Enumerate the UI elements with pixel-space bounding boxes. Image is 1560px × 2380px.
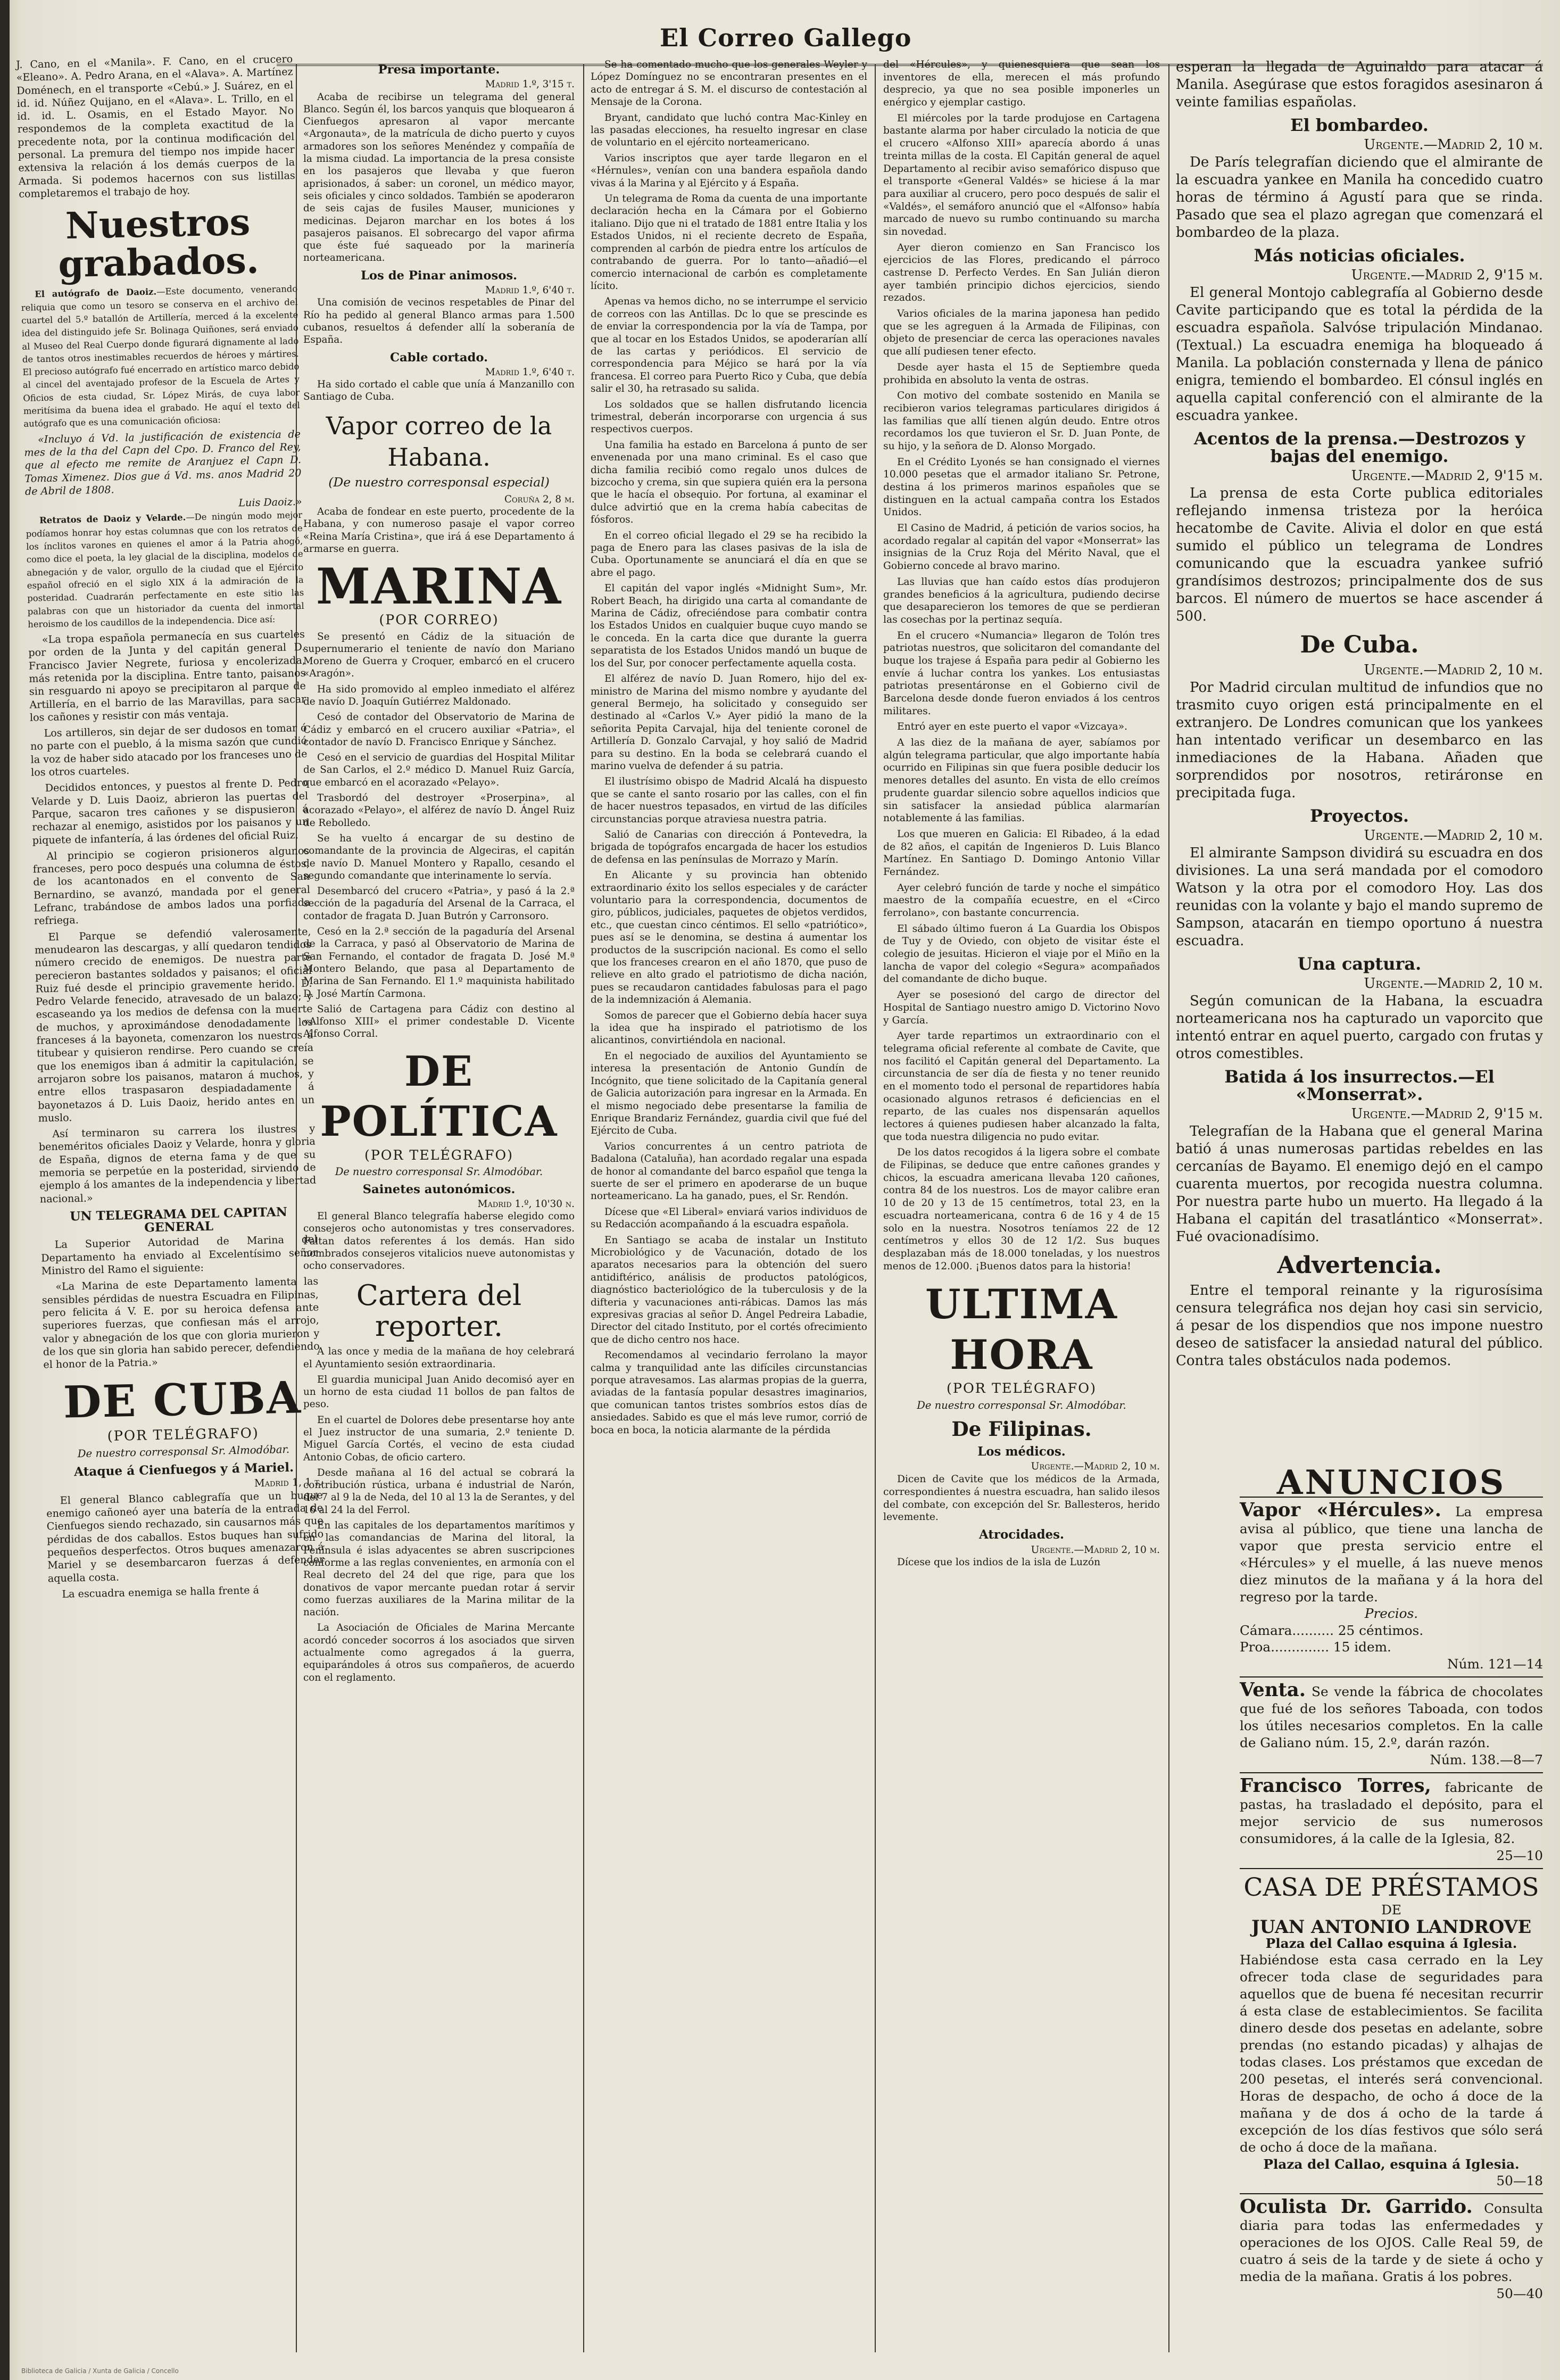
news-note: Los soldados que se hallen disfrutando licencia trimestral, deberán incorporarse con urgencia á sus respectivos cuerpos. [591, 399, 867, 435]
news-note: Se ha comentado mucho que los generales Weyler y López Domínguez no se encontraran presentes en el acto de entregar á S. M. el discurso de contestación al Mensaje de la Corona. [591, 59, 867, 108]
ad-number: Núm. 121—14 [1447, 1656, 1543, 1672]
article-text: Así terminaron su carrera los ilustres y beneméritos oficiales Daoiz y Velarde, honra y gloria de España, dignos de eterna fama y de que su memoria se perpetúe en la posteridad, sirviendo de ejemplo á los amantes de la independencia y libertad nacional.» [38, 1122, 317, 1205]
article-text: Decididos entonces, y puestos al frente D. Pedro Velarde y D. Luis Daoiz, abrieron las puertas del Parque, sacaron tres cañones y se dispusieron á rechazar al enemigo, asistidos por los paisanos y un piquete de infantería, á las órdenes del oficial Ruiz. [31, 776, 309, 847]
ad-title: Francisco Torres, [1240, 1775, 1431, 1797]
correspondent-line: De nuestro corresponsal Sr. Almodóbar. [335, 1166, 543, 1178]
officer-list: J. Cano, en el «Manila». F. Cano, en el crucero «Eleano». A. Pedro Arana, en el «Alava». A. Martínez Doménech, en el transporte «Cebú.» J. Suárez, en el id. id. Núñez Quijano, en el «Alava». L. Trillo, en el id. id. L. Osamis, en el Estado Mayor. No respondemos de la completa exactitud de la precedente nota, por la continua modificación del personal. La premura del tiempo nos impide hacer extensiva la relación á los demás cuerpos de la Armada. Si podemos hacernos con sus listillas completaremos el trabajo de hoy. [16, 53, 295, 200]
news-note: Con motivo del combate sostenido en Manila se recibieron varios telegramas particulares dirigidos á las familias que allí tienen algún deudo. Entre otros recordamos los que tuvieron el Sr. D. Juan Ponte, de su hijo, y la señora de D. Alonso Morgado. [883, 390, 1160, 452]
ad-title: Oculista Dr. Garrido. [1240, 2196, 1473, 2218]
news-note: En el crucero «Numancia» llegaron de Tolón tres patriotas nuestros, que solicitaron del comandante del buque los trajese á España para pedir al Gobierno les envíe á luchar contra los yankes. Los entusiastas patriotas presentáronse en el Gobierno civil de Barcelona desde donde fueron enviados á los centros militares. [883, 630, 1160, 717]
mail-label: (POR CORREO) [379, 612, 499, 628]
column-rule [1168, 64, 1169, 2352]
column-rule [583, 64, 584, 2352]
ad-price-row: Proa.............. 15 idem. [1240, 1639, 1391, 1655]
news-note: Bryant, candidato que luchó contra Mac-Kinley en las pasadas elecciones, ha resuelto ingresar en clase de voluntario en el ejército norteamericano. [591, 112, 867, 148]
marina-note: Salió de Cartagena para Cádiz con destino al «Alfonso XIII» el primer condestable D. Vicente Alfonso Corral. [303, 1003, 575, 1040]
ads-heading: ANUNCIOS [1276, 1462, 1506, 1502]
ad-number: 50—18 [1496, 2172, 1543, 2188]
article-text: El Parque se defendió valerosamente, menudearon las descargas, y allí quedaron tendidos número crecido de enemigos. De nuestra parte perecieron bastantes soldados y paisanos; el oficial Ruiz fué desde el principio gravemente herido. D. Pedro Velarde fenecido, atravesado de un balazo; y escaseando ya los medios de defensa con la muerte de muchos, y aproximándose denodadamente los franceses á la bayoneta, comenzaron los nuestros á titubear y quisieron rendirse. Pero cuando se creía que los enemigos iban á admitir la capitulación, se arrojaron sobre los paisanos, mataron á muchos, y entre ellos traspasaron despiadadamente á bayonetazos á D. Luis Daoiz, herido antes en un muslo. [34, 925, 315, 1125]
article-text: «La tropa española permanecía en sus cuarteles por orden de la Junta y del capitán general D. Francisco Javier Negrete, furiosa y encolerizada, más retenida por la disciplina. Entre tanto, paisanos sin resguardo ni apoyo se precipitaron al parque de Artillería, en el barrio de las Maravillas, para sacar los cañones y resistir con más ventaja. [28, 627, 306, 724]
article-text: El general Blanco cablegrafía que un buque enemigo cañoneó ayer una batería de la entrada de Cienfuegos siendo rechazado, sin causarnos más que pérdidas de dos caballos. Estos buques han sufrido pequeños desperfectos. Otros buques amenazaron á Mariel y se desembarcaron fuerzas á defender aquella costa. [46, 1489, 325, 1584]
subheading: Ataque á Cienfuegos y á Mariel. [73, 1460, 294, 1480]
article-text: La prensa de esta Corte publica editoriales reflejando inmensa tristeza por la heróica hecatombe de Cavite. Alivia el dolor en que está sumido el público un telegrama de Londres comunicando que la escuadra yankee sufrió grandísimos destrozos; principalmente dos de sus barcos. El número de muertos se hace ascender á 500. [1176, 485, 1543, 624]
ad-text: fabricante de pastas, ha trasladado el depósito, para el mejor servicio de sus numerosos consumidores, á la calle de la Iglesia, 82. [1240, 1780, 1543, 1846]
article-text: Acaba de fondear en este puerto, procedente de la Habana, y con numeroso pasaje el vapor correo «Reina María Cristina», que irá á ese Departamento á armarse en guerra. [303, 506, 575, 555]
reporter-note: En las capitales de los departamentos marítimos y en las comandancias de Marina del litoral, la Península é islas adyacentes se abren suscripciones conforme a las reglas convenientes, en armonía con el Real decreto del 24 del que rige, para que los donativos de vapor mercante puedan rotar á servir como fuerzas auxiliares de la Marina militar de la nación. [303, 1520, 575, 1618]
news-note: En el correo oficial llegado el 29 se ha recibido la paga de Enero para las clases pasivas de la isla de Cuba. Oportunamente se anunciará el día en que se abre el pago. [591, 530, 867, 579]
news-note: El sábado último fueron á La Guardia los Obispos de Tuy y de Oviedo, con objeto de visitar éste el colegio de jesuitas. Hicieron el viaje por el Miño en la lancha de vapor del colegio «Segura» acompañados del comandante de dicho buque. [883, 923, 1160, 985]
news-note: En Alicante y su provincia han obtenido extraordinario éxito los sellos especiales y de carácter voluntario para la correspondencia, documentos de giro, públicos, judiciales, paquetes de objetos verdidos, etc., que cuestan cinco céntimos. El sello «patriótico», pues así se le denomina, se destina á aumentar los productos de la suscripción nacional. Es como el sello que los franceses crearon en el año 1870, que puso de relieve en alto grado el patriotismo de dicha nación, pues se recaudaron cantidades fabulosas para el pago de la indemnización á Alemania. [591, 870, 867, 1006]
news-note: Salió de Canarias con dirección á Pontevedra, la brigada de topógrafos encargada de hacer los estudios de defensa en las penínsulas de Morrazo y Marín. [591, 829, 867, 865]
subheading: Los de Pinar animosos. [360, 268, 517, 283]
subheading: Cable cortado. [389, 350, 488, 365]
dateline: Urgente.—Madrid 2, 10 m. [1364, 137, 1543, 153]
news-note: El Casino de Madrid, á petición de varios socios, ha acordado regalar al capitán del vapor «Monserrat» las insignias de la Cruz Roja del Mérito Naval, que el Gobierno concede al bravo marino. [883, 523, 1160, 572]
dateline: Urgente.—Madrid 2, 10 m. [1364, 828, 1543, 844]
article-text: Los artilleros, sin dejar de ser dudosos en tomar ó no parte con el pueblo, á la misma sazón que cundió la voz de haber sido atacado por los franceses uno de los otros cuarteles. [30, 722, 308, 779]
dateline: Madrid 1.º, 6'40 t. [485, 366, 575, 378]
article-text: De París telegrafían diciendo que el almirante de la escuadra yankee en Manila ha concedido cuatro horas de término á Agustí para que se rinda. Pasado que sea el plazo agregan que comenzará el bombardeo de la plaza. [1176, 154, 1543, 241]
correspondent-line: De nuestro corresponsal Sr. Almodóbar. [77, 1443, 290, 1460]
news-note: En el Crédito Lyonés se han consignado el viernes 10.000 pesetas que el armador italiano Sr. Petrone, destina á los primeros marinos españoles que se distinguen en la actual campaña contra los Estados Unidos. [883, 456, 1160, 518]
news-note: El miércoles por la tarde produjose en Cartagena bastante alarma por haber circulado la noticia de que el crucero «Alfonso XIII» aparecía abordo á unas treinta millas de la costa. El Capitán general de aquel Departamento al recibir aviso semafórico dispuso que el transporte «General Valdés» se hiciese á la mar para auxiliar al crucero, pero poco después de salir el «Valdés», el semáforo anunció que el «Alfonso» había marcado de nuevo su rumbo continuando su marcha sin novedad. [883, 112, 1160, 237]
news-note: Entró ayer en este puerto el vapor «Vizcaya». [897, 721, 1127, 733]
marina-note: Se ha vuelto á encargar de su destino de comandante de la provincia de Algeciras, el capitán de navío D. Manuel Montero y Rapallo, cesando el segundo comandante que interinamente lo servía. [303, 832, 575, 881]
binding-edge [0, 0, 10, 2380]
section-heading-telegrama: UN TELEGRAMA DEL CAPITAN GENERAL [69, 1204, 288, 1235]
ad-hercules [1240, 1497, 1543, 1676]
news-note: Varios oficiales de la marina japonesa han pedido que se les agreguen á la Armada de Filipinas, con objeto de presenciar de cerca las operaciones navales que allí pudiesen tener efecto. [883, 308, 1160, 358]
article-text: El general Blanco telegrafía haberse elegido como consejeros ocho autonomistas y tres conservadores. Faltan datos referentes á los demás. Han sido nombrados consejeros vitalicios nueve autonomistas y ocho conservadores. [303, 1211, 575, 1272]
subheading: Batida á los insurrectos.—El «Monserrat». [1224, 1067, 1495, 1104]
dateline: Madrid 1, 1 t. [254, 1475, 323, 1490]
article-text: Por Madrid circulan multitud de infundios que no trasmito cuyo origen está principalmente en el extranjero. De Londres comunican que los yankees han intentado verificar un desembarco en las inmediaciones de la Habana. Añaden que sorprendidos por nosotros, retiráronse en precipitada fuga. [1176, 680, 1543, 801]
ad-text: La empresa avisa al público, que tiene una lancha de vapor que presta servicio entre el «Hércules» y el muelle, á las nueve menos diez minutos de la mañana y á la hora del regreso por la tarde. [1240, 1503, 1543, 1605]
reporter-note: En el cuartel de Dolores debe presentarse hoy ante el Juez instructor de una sumaria, 2.º teniente D. Miguel García Cortés, el vecino de esta ciudad Antonio Cobas, de oficio cartero. [303, 1414, 575, 1463]
ad-text: Consulta diaria para todas las enfermedades y operaciones de los OJOS. Calle Real 59, de cuatro á seis de la tarde y de siete á ocho y media de la mañana. Gratis á los pobres. [1240, 2201, 1543, 2284]
article-text: Acaba de recibirse un telegrama del general Blanco. Según él, los barcos yanquis que bloquearon á Cienfuegos apresaron al vapor mercante «Argonauta», de la matrícula de dicho puerto y cuyos armadores son los señores Menéndez y compañía de la misma ciudad. La importancia de la presa consiste en los pasajeros que llevaba y que fueron aprisionados, á saber: un coronel, un médico mayor, seis oficiales y cinco soldados. También se apoderaron de seis cajas de fusiles Mauser, municiones y medicinas. Dejaron marchar en los botes á los pasajeros paisanos. El sobrecargo del vapor afirma que éste fué saqueado por la marinería norteamericana. [303, 91, 575, 264]
correspondent-line: (De nuestro corresponsal especial) [328, 475, 550, 490]
dateline: Madrid 1.º, 10'30 n. [477, 1198, 575, 1210]
section-heading-marina: MARINA [316, 557, 562, 616]
masthead [277, 23, 1543, 59]
column-5 [1176, 59, 1543, 1373]
telegraph-label: (POR TELÉGRAFO) [107, 1425, 260, 1444]
article-text: Entre el temporal reinante y la rigurosísima censura telegráfica nos dejan hoy casi sin servicio, á pesar de los dispendios que nos impone nuestro deseo de satisfacer la ansiedad natural del público. Contra tales obstáculos nada podemos. [1176, 1283, 1543, 1369]
article-text: La escuadra enemiga se halla frente á [62, 1583, 260, 1600]
ad-text: Habiéndose esta casa cerrado en la Ley ofrecer toda clase de seguridades para aquellos que de buena fé necesitan recurrir á esta clase de establecimientos. Se facilita dinero desde dos pesetas en adelante, sobre prendas (no estando picadas) y alhajas de todas clases. Los préstamos que excedan de 200 pesetas, el interés será convencional. Horas de despacho, de ocho á doce de la mañana y de dos á ocho de la tarde á excepción de los días festivos que sólo será de ocho á doce de la mañana. [1240, 1952, 1543, 2155]
news-note: Las lluvias que han caído estos días produjeron grandes beneficios á la agricultura, pudiendo decirse que desaparecieron los temores de que se perdieran las cosechas por la pertinaz sequía. [883, 576, 1160, 625]
news-note: De los datos recogidos á la ligera sobre el combate de Filipinas, se deduce que entre cañones grandes y chicos, la escuadra americana llevaba 120 cañones, contra 84 de los nuestros. Los de mayor calibre eran 10 de 20 y 13 de 15 centímetros, total 23, en la escuadra norteamericana, contra 6 de 16 y 4 de 15 solo en la nuestra. Nosotros teníamos 22 de 12 centímetros y ellos 30 de 12 1/2. Sus buques desplazaban más de 18.000 toneladas, y los nuestros menos de 12.000. ¡Buenos datos para la historia! [883, 1147, 1160, 1272]
subheading: Una captura. [1297, 954, 1422, 974]
telegraph-label: (POR TELÉGRAFO) [946, 1380, 1097, 1396]
autograph-quote: «Incluyo á Vd. la justificación de existencia de mes de la tha del Capn del Cpo. D. Franco del Rey, que al efecto me remite de Aranjuez el Capn D. Tomas Ximenez. Dios gue á Vd. ms. anos Madrid 20 de Abril de 1808. [24, 427, 302, 498]
reporter-note: La Asociación de Oficiales de Marina Mercante acordó conceder socorros á los asociados que sirven actualmente como agregados á la guerra, equiparándoles á otros sus compañeros, de acuerdo con el reglamento. [303, 1622, 575, 1683]
subheading: Proyectos. [1310, 806, 1409, 826]
marina-note: Ha sido promovido al empleo inmediato el alférez de navío D. Joaquín Gutiérrez Maldonado. [303, 683, 575, 707]
dateline: Coruña 2, 8 m. [504, 493, 575, 505]
article-text: esperan la llegada de Aguinaldo para atacar á Manila. Asegúrase que estos foragidos asesinaron á veinte familias españolas. [1176, 59, 1543, 110]
dateline: Madrid 1.º, 3'15 t. [485, 79, 575, 90]
article-text: Ha sido cortado el cable que unía á Manzanillo con Santiago de Cuba. [303, 379, 575, 403]
subheading: Atrocidades. [979, 1527, 1064, 1542]
dateline: Urgente.—Madrid 2, 9'15 m. [1351, 1106, 1543, 1122]
news-note: Varios concurrentes á un centro patriota de Badalona (Cataluña), han acordado regalar una espada de honor al comandante del barco español que tenga la suerte de ser el primero en apoderarse de un buque norteamericano. La ha ganado, pues, el Sr. Rendón. [591, 1141, 867, 1202]
column-4 [883, 59, 1160, 1572]
ad-de: DE [1381, 1902, 1401, 1918]
subheading: Presa importante. [378, 63, 500, 77]
article-text: —De ningún modo mejor podíamos honrar hoy estas columnas que con los retratos de los ínclitos varones en quienes el amor á la Patria ahogó, como dice el poeta, la ley glacial de la disciplina, modelos de abnegación y de valor, orgullo de la ciudad que el Ejército español ofreció en el siglo XIX á la admiración de la posteridad. Cuadrarán perfectamente en este sitio las palabras con que un historiador da cuenta del inmortal heroismo de los caudillos de la independencia. Dice así: [26, 510, 304, 630]
ads-section [1240, 1462, 1543, 2306]
masthead-title: El Correo Gallego [660, 23, 912, 52]
ad-oculista [1240, 2193, 1543, 2306]
article-title: Retratos de Daoiz y Velarde. [39, 512, 186, 526]
marina-note: Desembarcó del crucero «Patria», y pasó á la 2.ª sección de la pagaduría del Arsenal de la Carraca, el contador de fragata D. Juan Butrón y Carronsoro. [303, 886, 575, 922]
signature-daoiz: Luis Daoiz.» [238, 495, 302, 509]
article-text: Al principio se cogieron prisioneros algunos franceses, pero poco después una columna de éstos, de los acantonados en el convento de San Bernardino, se avanzó, mandada por el general Lefranc, trabándose de ambos lados una porfiada refriega. [32, 844, 311, 927]
column-2 [303, 59, 575, 1687]
news-note: En el negociado de auxilios del Ayuntamiento se interesa la presentación de Antonio Gundín de Incógnito, que tiene solicitado de la Capitanía general de Galicia autorización para ingresar en la Armada. En el mismo negociado debe presentarse la familia de Enrique Brandariz Fernández, guardia civil que fué del Ejército de Cuba. [591, 1050, 867, 1137]
dateline: Urgente.—Madrid 2, 9'15 m. [1351, 468, 1543, 484]
ad-francisco-torres [1240, 1772, 1543, 1868]
news-note: Ayer celebró función de tarde y noche el simpático maestro de la compañía ecuestre, en el «Circo ferrolano», con bastante concurrencia. [883, 882, 1160, 919]
correspondent-line: De nuestro corresponsal Sr. Almodóbar. [917, 1399, 1126, 1411]
news-note: Apenas va hemos dicho, no se interrumpe el servicio de correos con las Antillas. Dc lo que se prescinde es de enviar la correspondencia por la vía de Tampa, por que al tocar en los Estados Unidos, se apoderarían allí de las cartas y periódicos. El servicio de correspondencia para Méjico se hará por la vía francesa. El correo para Puerto Rico y Cuba, que debía salir el 30, ha retrasado su salida. [591, 296, 867, 395]
ad-title: CASA DE PRÉSTAMOS [1243, 1873, 1539, 1903]
subheading: Sainetes autonómicos. [362, 1182, 516, 1196]
ad-title: Venta. [1240, 1679, 1306, 1701]
section-heading-politica: DE POLÍTICA [320, 1047, 558, 1146]
subheading: Los médicos. [977, 1444, 1066, 1459]
news-note: Varios inscriptos que ayer tarde llegaron en el «Hérnules», venían con una bandera española dando vivas á la Marina y al Ejército y á España. [591, 152, 867, 189]
section-heading-grabados: Nuestros grabados. [57, 201, 260, 286]
news-note: Dícese que «El Liberal» enviará varios individuos de su Redacción acompañando á la escuadra española. [591, 1206, 867, 1230]
subheading-de-cuba: De Cuba. [1300, 631, 1419, 658]
article-text: El general Montojo cablegrafía al Gobierno desde Cavite participando que es total la pérdida de la escuadra española. Salvóse tripulación Mindanao. (Textual.) La escuadra enemiga ha bloqueado á Manila. La población consternada y llena de pánico enigra, temiendo el bombardeo. El cónsul inglés en aquella capital conferenció con el almirante de la escuadra yankee. [1176, 285, 1543, 424]
news-note: Ayer dieron comienzo en San Francisco los ejercicios de las Flores, predicando el párroco castrense D. Perfecto Verdes. En San Julián dieron ayer también principio dichos ejercicios, siendo rezados. [883, 242, 1160, 304]
marina-note: Cesó en la 2.ª sección de la pagaduría del Arsenal de la Carraca, y pasó al Observatorio de Marina de San Fernando, el contador de fragata D. José M.ª Montero Belando, que pasa al Departamento de Marina de San Fernando. El 1.º maquinista habilitado D. José Martín Carmona. [303, 926, 575, 999]
marina-note: Cesó de contador del Observatorio de Marina de Cádiz y embarcó en el crucero auxiliar «Patria», el contador de navío D. Francisco Enrique y Sánchez. [303, 712, 575, 748]
article-text: Según comunican de la Habana, la escuadra norteamericana nos ha capturado un vaporcito que intentó entrar en aquel puerto, cargado con frutas y otros comestibles. [1176, 993, 1543, 1062]
article-text: Dícese que los indios de la isla de Luzón [897, 1557, 1101, 1568]
dateline: Urgente.—Madrid 2, 10 m. [1031, 1461, 1160, 1473]
news-note: Una familia ha estado en Barcelona á punto de ser envenenada por una mano criminal. Es el caso que dicha familia recibió como regalo unos dulces de bizcocho y crema, sin que supiera quién era la persona que le hacía el obsequio. Por fortuna, al examinar el dulce advirtió que en la crema había cabecitas de fósforos. [591, 439, 867, 526]
section-heading-vapor: Vapor correo de la Habana. [326, 411, 552, 472]
column-3 [591, 59, 867, 1440]
reporter-note: Desde mañana al 16 del actual se cobrará la contribución rústica, urbana é industrial de Narón, del 7 al 9 la de Neda, del 10 al 13 la de Serantes, y del 16 al 24 la del Ferrol. [303, 1467, 575, 1516]
news-note: A las diez de la mañana de ayer, sabíamos por algún telegrama particular, que algo importante había ocurrido en Filipinas sin que fuera posible deducir los menores detalles del asunto. En vista de ello creímos prudente guardar silencio sobre aquellos indicios que sin satisfacer la ansiedad pública alarmarían notablemente á las familias. [883, 737, 1160, 824]
news-note: Un telegrama de Roma da cuenta de una importante declaración hecha en la Cámara por el Gobierno italiano. Dijo que ni el tratado de 1881 entre Italia y los Estados Unidos, ni el reciente decreto de España, comprenden al carbón de piedra entre los artículos de contrabando de guerra. Por lo tanto—añadió—el comercio internacional de carbón es completamente lícito. [591, 193, 867, 292]
dateline: Urgente.—Madrid 2, 9'15 m. [1351, 267, 1543, 283]
dateline: Madrid 1.º, 6'40 t. [485, 285, 575, 296]
ad-casa-prestamos [1240, 1868, 1543, 2193]
article-title: El autógrafo de Daoiz. [35, 286, 157, 300]
news-note: Los que mueren en Galicia: El Ribadeo, á la edad de 82 años, el capitán de Ingenieros D. Luis Blanco Martínez. En Santiago D. Domingo Antonio Villar Fernández. [883, 828, 1160, 878]
dateline: Urgente.—Madrid 2, 10 m. [1364, 976, 1543, 991]
ad-number: 25—10 [1496, 1847, 1543, 1863]
marina-note: Se presentó en Cádiz de la situación de supernumerario el teniente de navío don Mariano Moreno de Guerra y Croquer, embarcó en el crucero «Aragón». [303, 631, 575, 680]
ad-owner: JUAN ANTONIO LANDROVE [1251, 1916, 1532, 1937]
ad-text: Se vende la fábrica de chocolates que fué de los señores Taboada, con todos los útiles necesarios completos. En la calle de Galiano núm. 15, 2.º, darán razón. [1240, 1684, 1543, 1750]
ad-footer: Plaza del Callao, esquina á Iglesia. [1263, 2156, 1520, 2172]
reporter-note: El guardia municipal Juan Anido decomisó ayer en un horno de esta ciudad 11 bollos de pan faltos de peso. [303, 1374, 575, 1410]
article-text: Una comisión de vecinos respetables de Pinar del Río ha pedido al general Blanco armas para 1.500 cubanos, resueltos á defender allí la soberanía de España. [303, 297, 575, 346]
column-1 [16, 53, 325, 1604]
news-note: El ilustrísimo obispo de Madrid Alcalá ha dispuesto que se cante el santo rosario por las calles, con el fin de hacer nuestros tepasados, en virtud de las difíciles circunstancias porque atraviesa nuestra patria. [591, 776, 867, 825]
article-text: La Superior Autoridad de Marina del Departamento ha enviado al Excelentísimo señor Ministro del Ramo el siguiente: [40, 1233, 318, 1277]
ad-number: Núm. 138.—8—7 [1430, 1751, 1543, 1767]
subheading-filipinas: De Filipinas. [951, 1417, 1092, 1441]
article-text: Dicen de Cavite que los médicos de la Armada, correspondientes á nuestra escuadra, han salido ilesos del combate, con excepción del Sr. Ballesteros, herido levemente. [883, 1474, 1160, 1523]
telegraph-label: (POR TELÉGRAFO) [364, 1147, 513, 1163]
news-note: Recomendamos al vecindario ferrolano la mayor calma y tranquilidad ante las difíciles circunstancias porque atravesamos. Las alarmas propias de la guerra, aviadas de la fantasía popular desastres imaginarios, que comunican tantos tristes sombríos estos días de ansiedades. Sabido es que el más leve rumor, corrió de boca en boca, la noticia alarmante de la pérdida [591, 1350, 867, 1436]
news-note: El capitán del vapor inglés «Midnight Sum», Mr. Robert Beach, ha dirigido una carta al comandante de Marina de Cádiz, ofreciéndose para combatir contra los Estados Unidos en cualquier buque cuyo mando se le conceda. En la carta dice que durante la guerra separatista de los Estados Unidos mandó un buque de los del Sur, por conocer perfectamente aquella costa. [591, 583, 867, 669]
section-heading-reporter: Cartera del reporter. [356, 1278, 522, 1343]
news-note: En Santiago se acaba de instalar un Instituto Microbiológico y de Vacunación, dotado de los aparatos necesarios para la obtención del suero antidiftérico, análisis de productos patológicos, diagnóstico bacteriológico de la tuberculosis y de la difteria y vacunaciones anti-rábicas. Damos las más expresivas gracias al señor D. Ángel Pedreira Labadie, Director del citado Instituto, por el cortés ofrecimiento que de dicho centro nos hace. [591, 1234, 867, 1345]
article-text: El almirante Sampson dividirá su escuadra en dos divisiones. La una será mandada por el comodoro Watson y la otra por el comodoro Hoy. Las dos reunidas con la volante y bajo el mando supremo de Sampson, atacarán en tiempo oportuno á nuestra escuadra. [1176, 845, 1543, 949]
news-note: Desde ayer hasta el 15 de Septiembre queda prohibida en absoluto la venta de ostras. [883, 361, 1160, 386]
archive-credit: Biblioteca de Galicia / Xunta de Galicia / Concello [21, 2367, 179, 2375]
news-note: del «Hércules», y quienesquiera que sean los inventores de ella, merecen el más profundo desprecio, ya que no sea posible imponerles un enérgico y ejemplar castigo. [883, 59, 1160, 109]
ad-title: Vapor «Hércules». [1240, 1499, 1441, 1521]
marina-note: Cesó en el servicio de guardias del Hospital Militar de San Carlos, el 2.º médico D. Manuel Ruiz García, que embarcó en el acorazado «Pelayo». [303, 752, 575, 788]
ad-prices-label: Precios. [1364, 1606, 1418, 1622]
news-note: Somos de parecer que el Gobierno debía hacer suya la idea que ha inspirado el patriotismo de los alicantinos, convirtiéndola en nacional. [591, 1010, 867, 1046]
column-rule [875, 64, 876, 2352]
news-note: Ayer tarde repartimos un extraordinario con el telegrama oficial referente al combate de Cavite, que nos facilitó el Capitán general del Departamento. La circunstancia de ser día de fiesta y no tener reunido en el momento todo el personal de repartidores había ocasionado algunos retrasos é deficiencias en el reparto, de las cuales nos dispensarán aquellos lectores á quienes pudiesen haber alcanzado la falta, que toda nuestra diligencia no pudo evitar. [883, 1030, 1160, 1143]
subheading: El bombardeo. [1290, 115, 1429, 135]
section-heading-ultima-hora: ULTIMA HORA [925, 1280, 1118, 1379]
ad-address: Plaza del Callao esquina á Iglesia. [1265, 1936, 1517, 1952]
subheading-advertencia: Advertencia. [1277, 1252, 1442, 1279]
article-text: «La Marina de este Departamento lamenta las sensibles pérdidas de nuestra Escuadra en Filipinas, pero felicita á V. E. por su heroica defensa ante superiores fuerzas, que confiesan más el arrojo, valor y abnegación de los que con gloria murieron y de los que sin gloria han sabido perecer, defendiendo el honor de la Patria.» [42, 1275, 320, 1371]
dateline: Urgente.—Madrid 2, 10 m. [1364, 662, 1543, 678]
subheading: Acentos de la prensa.—Destrozos y bajas del enemigo. [1193, 428, 1525, 466]
ad-venta [1240, 1676, 1543, 1772]
news-note: El alférez de navío D. Juan Romero, hijo del ex-ministro de Marina del mismo nombre y ayudante del general Bermejo, ha solicitado y conseguido ser destinado al «Carlos V.» Ayer pidió la mano de la señorita Pepita Carvajal, hija del teniente coronel de Artillería D. Gonzalo Carvajal, y hoy salió de Madrid para su destino. En la boda se celebrará cuando el marino vuelva de defender á su patria. [591, 673, 867, 772]
section-heading-de-cuba: DE CUBA [63, 1372, 302, 1429]
ad-price-row: Cámara.......... 25 céntimos. [1240, 1622, 1424, 1638]
reporter-note: A las once y media de la mañana de hoy celebrará el Ayuntamiento sesión extraordinaria. [303, 1346, 575, 1370]
article-text: —Este documento, venerando reliquia que como un tesoro se conserva en el archivo del cuartel del 5.º batallón de Artillería, merced á la excelente idea del distinguido jefe Sr. Bolinaga Quiñones, será enviado al Museo del Real Cuerpo donde figurará dignamente al lado de tantos otros inestimables recuerdos de héroes y mártires. El precioso autógrafo fué encerrado en artístico marco debido al cincel del aventajado profesor de la Escuela de Artes y Oficios de esta ciudad, Sr. López Mirás, de cuya labor meritísima da buena idea el grabado. He aquí el texto del autógrafo que es una comunicación oficiosa: [21, 284, 300, 429]
article-text: Telegrafían de la Habana que el general Marina batió á unas numerosas partidas rebeldes en las cercanías de Bayamo. El enemigo dejó en el campo cuarenta muertos, por recogida nuestra columna. Por nuestra parte hubo un muerto. Ha llegado á la Habana el capitán del trasatlántico «Monserrat». Fué ovacionadísimo. [1176, 1123, 1543, 1245]
marina-note: Trasbordó del destroyer «Proserpina», al acorazado «Pelayo», el alférez de navío D. Ángel Ruiz de Rebolledo. [303, 792, 575, 829]
subheading: Más noticias oficiales. [1254, 245, 1465, 266]
ad-number: 50—40 [1496, 2285, 1543, 2301]
dateline: Urgente.—Madrid 2, 10 m. [1031, 1544, 1160, 1556]
news-note: Ayer se posesionó del cargo de director del Hospital de Santiago nuestro amigo D. Victorino Novo y García. [883, 989, 1160, 1026]
